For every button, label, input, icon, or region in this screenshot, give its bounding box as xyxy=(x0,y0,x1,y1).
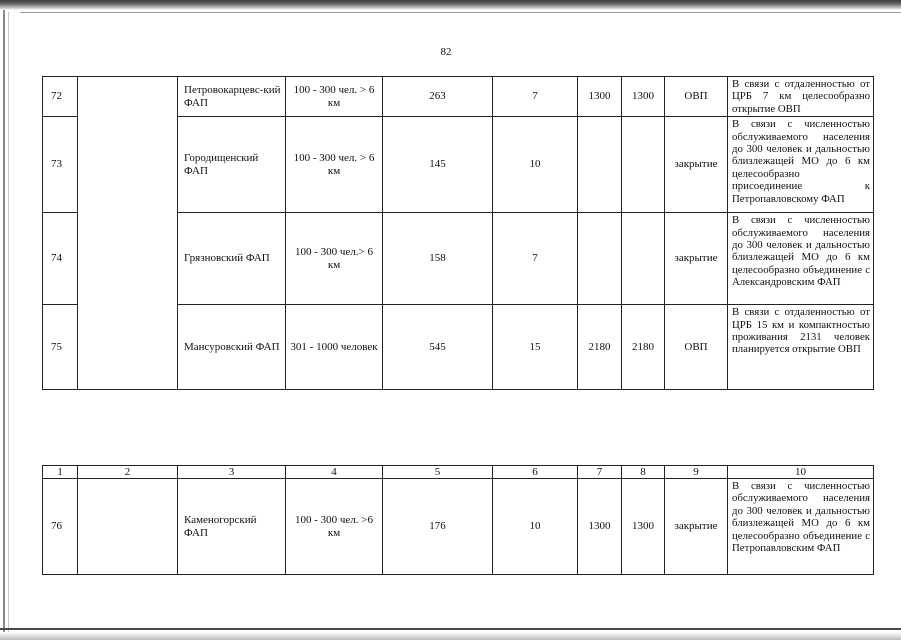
population-category: 100 - 300 чел. >6 км xyxy=(286,479,383,575)
row-number: 73 xyxy=(43,117,78,213)
facility-name: Каменогорский ФАП xyxy=(178,479,286,575)
scan-shadow-bottom xyxy=(0,632,901,640)
value-col7 xyxy=(578,213,622,305)
justification-note: В связи с отдаленностью от ЦРБ 7 км целесообразно открытие ОВП xyxy=(728,77,874,117)
facility-name: Городищенский ФАП xyxy=(178,117,286,213)
population-count: 545 xyxy=(383,305,493,390)
column-number: 8 xyxy=(622,466,665,479)
population-count: 176 xyxy=(383,479,493,575)
distance-km: 10 xyxy=(493,117,578,213)
scan-edge-bottom xyxy=(0,628,901,630)
row-number: 72 xyxy=(43,77,78,117)
column-number: 4 xyxy=(286,466,383,479)
value-col8 xyxy=(622,117,665,213)
facility-name: Грязновский ФАП xyxy=(178,213,286,305)
value-col7 xyxy=(578,117,622,213)
planned-action: ОВП xyxy=(665,305,728,390)
population-category: 100 - 300 чел. > 6 км xyxy=(286,77,383,117)
column-number: 9 xyxy=(665,466,728,479)
scan-line-left xyxy=(8,12,9,632)
column-number: 10 xyxy=(728,466,874,479)
value-col7: 1300 xyxy=(578,479,622,575)
district-cell xyxy=(78,77,178,390)
population-category: 100 - 300 чел.> 6 км xyxy=(286,213,383,305)
facility-name: Мансуровский ФАП xyxy=(178,305,286,390)
distance-km: 7 xyxy=(493,77,578,117)
justification-note: В связи с отдаленностью от ЦРБ 15 км и компактностью проживания 2131 человек планируется открытие ОВП xyxy=(728,305,874,390)
population-count: 145 xyxy=(383,117,493,213)
population-count: 263 xyxy=(383,77,493,117)
justification-note: В связи с численностью обслуживаемого населения до 300 человек и дальностью близлежащей МО до 6 км целесообразно присоединение к Петропавловскому ФАП xyxy=(728,117,874,213)
column-number: 2 xyxy=(78,466,178,479)
value-col8: 2180 xyxy=(622,305,665,390)
value-col8: 1300 xyxy=(622,479,665,575)
justification-note: В связи с численностью обслуживаемого населения до 300 человек и дальностью близлежащей МО до 6 км целесообразно объединение с Александровским ФАП xyxy=(728,213,874,305)
population-category: 100 - 300 чел. > 6 км xyxy=(286,117,383,213)
table-row xyxy=(43,479,874,575)
value-col8: 1300 xyxy=(622,77,665,117)
table-row xyxy=(43,77,874,117)
value-col8 xyxy=(622,213,665,305)
row-number: 76 xyxy=(43,479,78,575)
planned-action: закрытие xyxy=(665,117,728,213)
planned-action: закрытие xyxy=(665,213,728,305)
distance-km: 7 xyxy=(493,213,578,305)
value-col7: 1300 xyxy=(578,77,622,117)
distance-km: 10 xyxy=(493,479,578,575)
planned-action: закрытие xyxy=(665,479,728,575)
column-number: 7 xyxy=(578,466,622,479)
column-number: 5 xyxy=(383,466,493,479)
facilities-table-lower xyxy=(42,465,874,575)
facilities-table-upper xyxy=(42,76,874,390)
district-cell xyxy=(78,479,178,575)
scan-edge-left xyxy=(3,10,5,635)
column-numbers-row xyxy=(43,466,874,479)
justification-note: В связи с численностью обслуживаемого населения до 300 человек и дальностью близлежащей МО до 6 км целесообразно объединение с Петропавловским ФАП xyxy=(728,479,874,575)
row-number: 74 xyxy=(43,213,78,305)
value-col7: 2180 xyxy=(578,305,622,390)
column-number: 3 xyxy=(178,466,286,479)
planned-action: ОВП xyxy=(665,77,728,117)
scan-edge-top xyxy=(0,0,901,10)
page-number: 82 xyxy=(440,46,452,58)
facility-name: Петровокарцевс-кий ФАП xyxy=(178,77,286,117)
column-number: 1 xyxy=(43,466,78,479)
row-number: 75 xyxy=(43,305,78,390)
scan-line-top xyxy=(20,12,901,13)
distance-km: 15 xyxy=(493,305,578,390)
population-category: 301 - 1000 человек xyxy=(286,305,383,390)
population-count: 158 xyxy=(383,213,493,305)
column-number: 6 xyxy=(493,466,578,479)
